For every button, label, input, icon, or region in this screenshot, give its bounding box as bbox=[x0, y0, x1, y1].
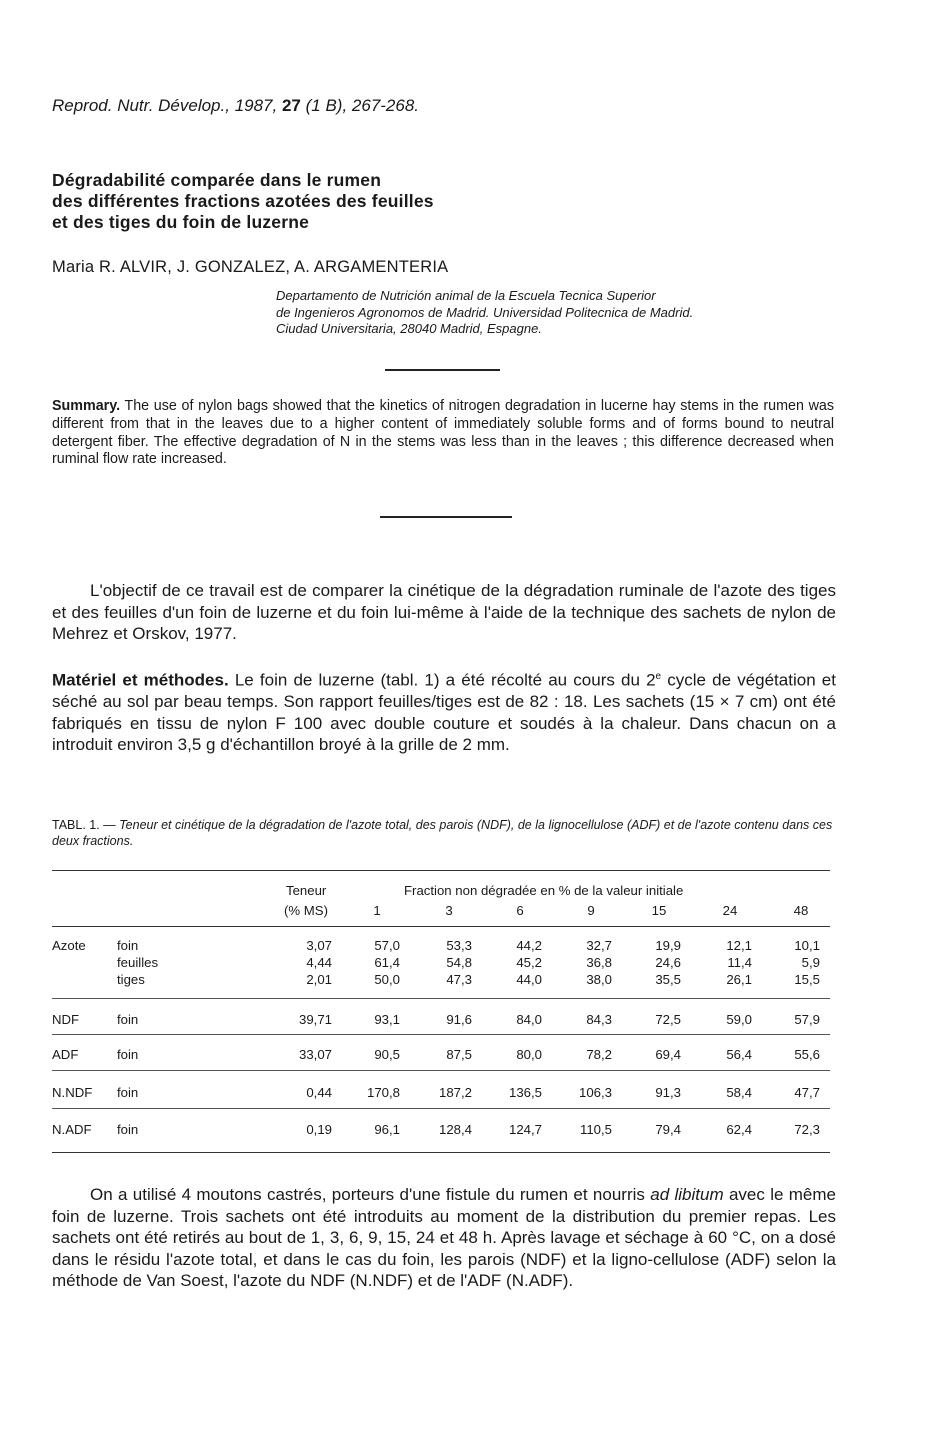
row-group-label: N.ADF bbox=[52, 1122, 92, 1137]
intro-paragraph: L'objectif de ce travail est de comparer la cinétique de la dégradation ruminale de l'azote des tiges et des feuilles d'un foin de luzerne et du foin lui-même à l'aide de la technique des sachets de nylon de Mehrez et Orskov, 1977. bbox=[52, 581, 836, 643]
cell-teneur: 0,19 bbox=[306, 1122, 332, 1137]
cell-value: 87,5 bbox=[446, 1047, 472, 1062]
hour-header: 6 bbox=[516, 903, 524, 918]
summary-text: The use of nylon bags showed that the kinetics of nitrogen degradation in lucerne hay stems in the rumen was different from that in the leaves due to a higher content of immediately soluble forms and of forms bound to neutral detergent fiber. The effective degradation of N in the stems was less than in the leaves ; this difference decreased when ruminal flow rate increased. bbox=[52, 398, 834, 468]
row-group-label: N.NDF bbox=[52, 1085, 93, 1100]
cell-teneur: 33,07 bbox=[298, 1047, 332, 1062]
title-line: et des tiges du foin de luzerne bbox=[52, 212, 310, 232]
cell-value: 57,0 bbox=[374, 938, 400, 953]
journal-volume: 27 bbox=[281, 96, 301, 115]
cell-value: 62,4 bbox=[726, 1122, 752, 1137]
cell-value: 44,2 bbox=[516, 938, 542, 953]
procedure-italic: ad libitum bbox=[650, 1185, 724, 1204]
header-fraction: Fraction non dégradée en % de la valeur initiale bbox=[404, 883, 684, 898]
methods-superscript: e bbox=[655, 671, 662, 682]
hour-header: 3 bbox=[445, 903, 453, 918]
cell-value: 84,3 bbox=[586, 1012, 612, 1027]
cell-value: 128,4 bbox=[438, 1122, 472, 1137]
row-sublabel: foin bbox=[117, 938, 139, 953]
summary bbox=[52, 398, 834, 469]
cell-value: 11,4 bbox=[727, 955, 752, 970]
table-caption-label: TABL. 1. — bbox=[52, 818, 116, 832]
hour-header: 9 bbox=[587, 903, 595, 918]
cell-value: 45,2 bbox=[516, 955, 542, 970]
title-line: Dégradabilité comparée dans le rumen bbox=[52, 170, 382, 190]
table-row-rule bbox=[52, 998, 830, 999]
row-sublabel: foin bbox=[117, 1047, 139, 1062]
cell-value: 93,1 bbox=[374, 1012, 400, 1027]
hour-header: 15 bbox=[651, 903, 667, 918]
cell-value: 61,4 bbox=[374, 955, 400, 970]
cell-value: 50,0 bbox=[374, 972, 400, 987]
cell-value: 47,3 bbox=[446, 972, 472, 987]
row-group-label: ADF bbox=[52, 1047, 79, 1062]
cell-value: 53,3 bbox=[446, 938, 472, 953]
hour-header: 1 bbox=[373, 903, 381, 918]
cell-value: 79,4 bbox=[655, 1122, 681, 1137]
affiliation-line: Ciudad Universitaria, 28040 Madrid, Espagne. bbox=[276, 321, 542, 336]
cell-value: 58,4 bbox=[726, 1085, 752, 1100]
row-sublabel: foin bbox=[117, 1122, 139, 1137]
journal-reference bbox=[52, 96, 419, 116]
cell-value: 5,9 bbox=[801, 955, 820, 970]
row-sublabel: foin bbox=[117, 1012, 139, 1027]
cell-value: 55,6 bbox=[794, 1047, 820, 1062]
cell-value: 78,2 bbox=[586, 1047, 612, 1062]
summary-label: Summary. bbox=[52, 398, 121, 414]
authors: Maria R. ALVIR, J. GONZALEZ, A. ARGAMENTERIA bbox=[52, 258, 449, 276]
cell-teneur: 3,07 bbox=[306, 938, 332, 953]
cell-value: 80,0 bbox=[516, 1047, 542, 1062]
table-row-rule bbox=[52, 1034, 830, 1035]
header-teneur-unit: (% MS) bbox=[284, 903, 328, 918]
cell-value: 59,0 bbox=[726, 1012, 752, 1027]
table-bottom-rule bbox=[52, 1152, 830, 1153]
cell-value: 72,5 bbox=[655, 1012, 681, 1027]
cell-value: 10,1 bbox=[794, 938, 820, 953]
cell-value: 15,5 bbox=[794, 972, 820, 987]
journal-year: 1987, bbox=[234, 96, 278, 115]
divider-bottom bbox=[380, 516, 512, 518]
row-sublabel: foin bbox=[117, 1085, 139, 1100]
procedure-text-a: On a utilisé 4 moutons castrés, porteurs d'une fistule du rumen et nourris bbox=[90, 1185, 651, 1204]
article-title bbox=[52, 170, 434, 233]
table-caption bbox=[52, 818, 842, 849]
cell-value: 84,0 bbox=[516, 1012, 542, 1027]
table-row-rule bbox=[52, 1070, 830, 1071]
cell-value: 91,6 bbox=[446, 1012, 472, 1027]
row-sublabel: tiges bbox=[117, 972, 145, 987]
affiliation bbox=[276, 288, 693, 338]
journal-name: Reprod. Nutr. Dévelop., bbox=[52, 96, 230, 115]
header-teneur: Teneur bbox=[286, 883, 327, 898]
cell-value: 91,3 bbox=[655, 1085, 681, 1100]
table-top-rule bbox=[52, 870, 830, 871]
table-caption-text: Teneur et cinétique de la dégradation de l'azote total, des parois (NDF), de la lignocellulose (ADF) et de l'azote contenu dans ces deux fractions. bbox=[52, 818, 833, 848]
cell-value: 54,8 bbox=[446, 955, 472, 970]
cell-value: 24,6 bbox=[655, 955, 681, 970]
cell-value: 32,7 bbox=[586, 938, 612, 953]
cell-value: 106,3 bbox=[578, 1085, 612, 1100]
cell-value: 44,0 bbox=[516, 972, 542, 987]
methods-label: Matériel et méthodes. bbox=[52, 670, 229, 690]
cell-value: 136,5 bbox=[508, 1085, 542, 1100]
cell-value: 35,5 bbox=[655, 972, 681, 987]
cell-teneur: 39,71 bbox=[298, 1012, 332, 1027]
title-line: des différentes fractions azotées des feuilles bbox=[52, 191, 434, 211]
table-header-rule bbox=[52, 926, 830, 927]
cell-value: 110,5 bbox=[579, 1122, 612, 1137]
cell-value: 36,8 bbox=[586, 955, 612, 970]
procedure-text-b: avec le même foin de luzerne. Trois sachets ont été introduits au moment de la distribution du premier repas. Les sachets ont été retirés au bout de 1, 3, 6, 9, 15, 24 et 48 h. Après lavage et séchage à 60 °C, on a dosé dans le résidu l'azote total, et dans le cas du foin, les parois (NDF) et la ligno-cellulose (ADF) selon la méthode de Van Soest, l'azote du NDF (N.NDF) et de l'ADF (N.ADF). bbox=[52, 1185, 836, 1290]
cell-value: 90,5 bbox=[374, 1047, 400, 1062]
row-group-label: Azote bbox=[52, 938, 86, 953]
hour-header: 48 bbox=[793, 903, 809, 918]
row-group-label: NDF bbox=[52, 1012, 80, 1027]
cell-value: 26,1 bbox=[726, 972, 752, 987]
cell-value: 57,9 bbox=[794, 1012, 820, 1027]
cell-teneur: 2,01 bbox=[306, 972, 332, 987]
row-sublabel: feuilles bbox=[117, 955, 159, 970]
journal-issue-pages: (1 B), 267-268. bbox=[305, 96, 420, 115]
cell-teneur: 4,44 bbox=[306, 955, 332, 970]
affiliation-line: de Ingenieros Agronomos de Madrid. Universidad Politecnica de Madrid. bbox=[276, 304, 694, 320]
methods-text-b: cycle de végétation et séché au sol par beau temps. Son rapport feuilles/tiges est de 82 : 18. Les sachets (15 × 7 cm) ont été fabriqués en tissu de nylon F 100 avec double couture et soudés à la chaleur. Dans chacun on a introduit environ 3,5 g d'échantillon broyé à la grille de 2 mm. bbox=[52, 670, 836, 755]
procedure-paragraph bbox=[52, 1184, 836, 1292]
methods-paragraph bbox=[52, 666, 836, 756]
cell-value: 69,4 bbox=[655, 1047, 681, 1062]
cell-value: 47,7 bbox=[794, 1085, 820, 1100]
cell-teneur: 0,44 bbox=[306, 1085, 332, 1100]
cell-value: 72,3 bbox=[794, 1122, 820, 1137]
cell-value: 124,7 bbox=[508, 1122, 542, 1137]
cell-value: 38,0 bbox=[586, 972, 612, 987]
cell-value: 56,4 bbox=[726, 1047, 752, 1062]
cell-value: 187,2 bbox=[438, 1085, 472, 1100]
methods-text-a: Le foin de luzerne (tabl. 1) a été récolté au cours du 2 bbox=[234, 670, 656, 690]
affiliation-line: Departamento de Nutrición animal de la Escuela Tecnica Superior bbox=[276, 288, 656, 303]
hour-header: 24 bbox=[722, 903, 738, 918]
cell-value: 170,8 bbox=[366, 1085, 400, 1100]
divider-top bbox=[385, 369, 500, 371]
cell-value: 12,1 bbox=[726, 938, 752, 953]
table-row-rule bbox=[52, 1108, 830, 1109]
cell-value: 96,1 bbox=[374, 1122, 400, 1137]
cell-value: 19,9 bbox=[655, 938, 681, 953]
